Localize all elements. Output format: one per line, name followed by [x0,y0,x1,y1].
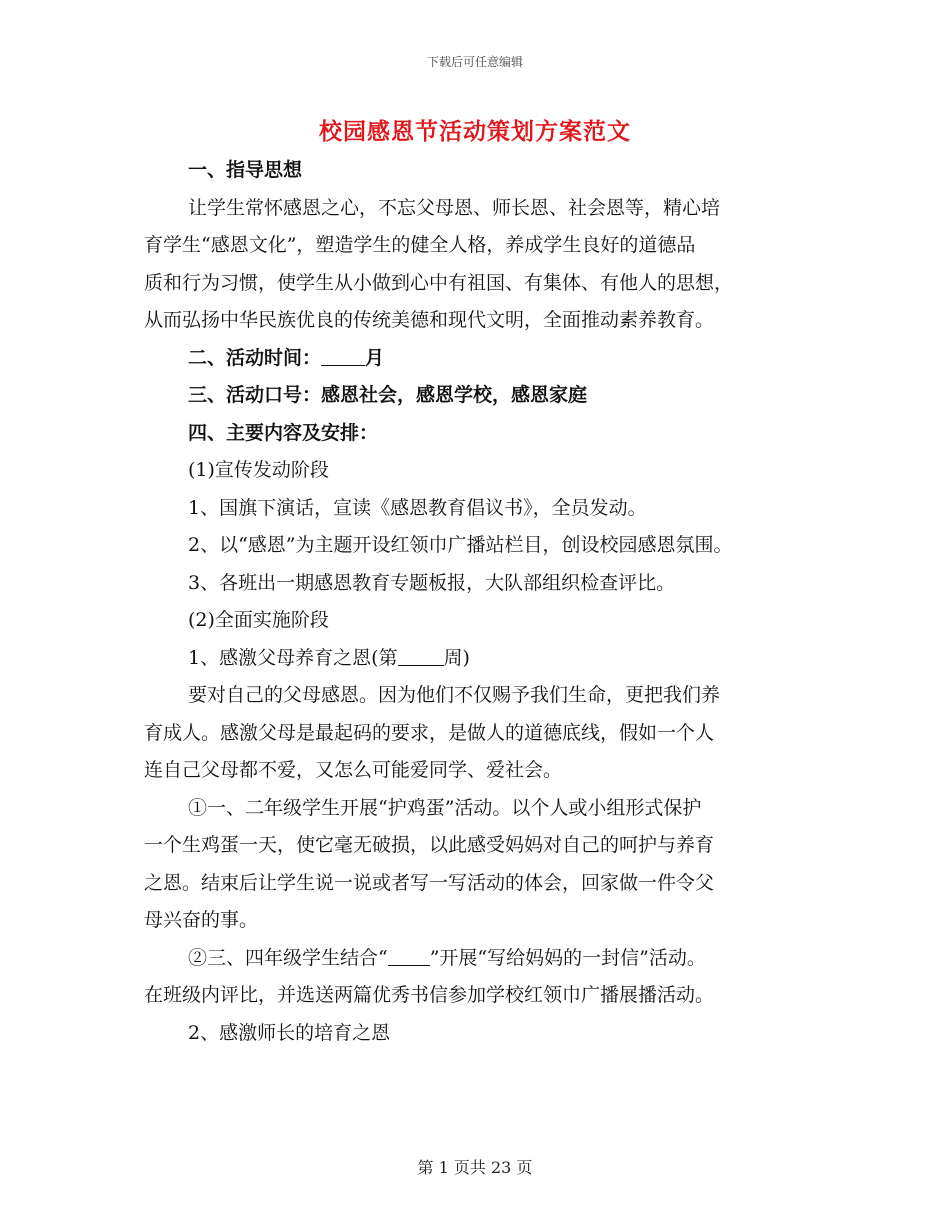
section-heading-slogan: 三、活动口号：感恩社会，感恩学校，感恩家庭 [188,384,588,406]
activity-time-unit: 月 [365,346,385,369]
paragraph-line [144,940,814,978]
paragraph-text: ”开展“写给妈妈的一封信”活动。 [429,946,706,969]
paragraph-line: 之恩。结束后让学生说一说或者写一写活动的体会，回家做一件令父 [144,871,715,894]
fill-in-blank [321,343,365,366]
header-note: 下载后可任意编辑 [426,55,523,69]
list-item: 1、国旗下演话，宣读《感恩教育倡议书》，全员发动。 [188,496,647,519]
paragraph-line: 育成人。感激父母是最起码的要求，是做人的道德底线，假如一个人 [144,721,715,744]
section-heading-main-content: 四、主要内容及安排： [188,421,379,444]
list-item: 3、各班出一期感恩教育专题板报，大队部组织检查评比。 [188,571,676,594]
paragraph-line: 质和行为习惯，使学生从小做到心中有祖国、有集体、有他人的思想， [144,271,734,294]
list-item: 2、感激师长的培育之恩 [188,1021,391,1044]
paragraph-line: 一个生鸡蛋一天，使它毫无破损，以此感受妈妈对自己的呵护与养育 [144,834,715,856]
section-heading-guiding-ideology: 一、指导思想 [188,159,303,181]
paragraph-line: 母兴奋的事。 [144,909,259,931]
list-item: 2、以“感恩”为主题开设红领巾广播站栏目，创设校园感恩氛围。 [188,534,733,556]
paragraph-line: 要对自己的父母感恩。因为他们不仅赐予我们生命，更把我们养 [188,684,721,706]
list-item-text: 周) [443,646,470,669]
paragraph-line: 从而弘扬中华民族优良的传统美德和现代文明，全面推动素养教育。 [144,309,715,331]
page-footer: 第 1 页共 23 页 [417,1158,533,1177]
paragraph-text: ②三、四年级学生结合“ [188,946,388,969]
list-item [144,640,814,678]
fill-in-blank [398,643,444,666]
activity-time-label: 二、活动时间： [188,346,322,369]
paragraph-line: 让学生常怀感恩之心，不忘父母恩、师长恩、社会恩等，精心培 [188,196,721,219]
phase-heading-publicity: (1)宣传发动阶段 [188,459,329,481]
section-heading-activity-time [144,340,814,378]
paragraph-line: 育学生“感恩文化”，塑造学生的健全人格，养成学生良好的道德品 [144,234,696,256]
page-title: 校园感恩节活动策划方案范文 [319,118,631,145]
phase-heading-implementation: (2)全面实施阶段 [188,609,329,631]
paragraph-line: 连自己父母都不爱，又怎么可能爱同学、爱社会。 [144,759,563,781]
paragraph-line: ①一、二年级学生开展“护鸡蛋”活动。以个人或小组形式保护 [188,796,702,819]
document-body [144,152,814,1052]
fill-in-blank [388,943,430,966]
paragraph-line: 在班级内评比，并选送两篇优秀书信参加学校红领巾广播展播活动。 [144,984,715,1006]
list-item-text: 1、感激父母养育之恩(第 [188,646,398,669]
